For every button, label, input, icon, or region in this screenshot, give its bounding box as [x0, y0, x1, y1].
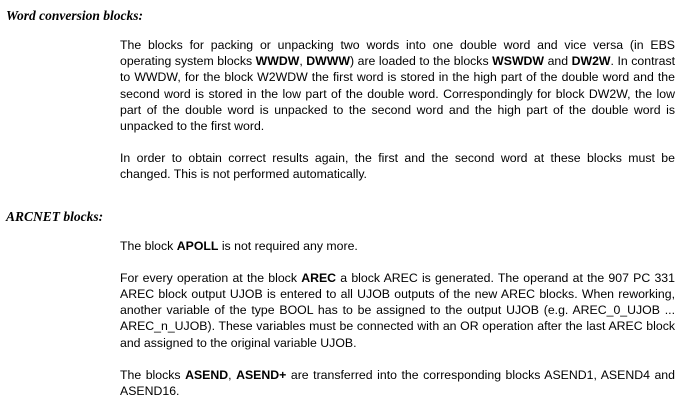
paragraph-word-conv-2 — [120, 150, 675, 182]
paragraph-arcnet-3 — [120, 367, 675, 399]
section-arcnet-blocks — [4, 209, 679, 400]
section-heading-word-conversion: Word conversion blocks: — [6, 8, 143, 23]
spacer — [120, 225, 675, 238]
text-run: The block — [120, 238, 177, 253]
bold-term: ASEND+ — [236, 367, 287, 382]
bold-term: WSWDW — [492, 54, 545, 69]
text-run: a block AREC is generated. The operand at the 907 PC 331 AREC block output UJOB is entered to all UJOB outputs of the new AREC blocks. When reworking, another variable of the type BOOL has to be assigned to the output UJOB (e.g. AREC_0_UJOB ... AREC_n_UJOB). These variables must be connected with an OR operation after the last AREC block and assigned to the original variable UJOB. — [120, 270, 675, 350]
bold-term: DW2W — [571, 54, 611, 69]
text-run: The blocks for packing or unpacking two words into one double word and vice versa (in EBS operating system blocks — [120, 38, 675, 69]
section-gap — [4, 183, 679, 209]
bold-term: APOLL — [176, 238, 219, 253]
spacer — [120, 24, 675, 37]
bold-term: ASEND — [185, 367, 229, 382]
text-run: . In contrast to WWDW, for the block W2WDW the first word is stored in the high part of the double word and the second word is stored in the low part of the double word. Correspondingly for block DW2W, the low part of the double word is unpacked to the second word and the high part of the double word is unpacked to the first word. — [120, 54, 676, 134]
text-run: and — [544, 54, 572, 69]
section-body-arcnet — [120, 225, 675, 400]
text-run: are transferred into the corresponding blocks ASEND1, ASEND4 and ASEND16. — [120, 367, 675, 399]
text-run: is not required any more. — [218, 238, 358, 253]
text-run: The blocks — [120, 367, 186, 382]
text-run: , — [228, 367, 237, 382]
paragraph-arcnet-2 — [120, 270, 675, 351]
section-word-conversion-blocks — [4, 8, 679, 183]
bold-term: DWWW — [306, 54, 350, 69]
text-run: For every operation at the block — [120, 270, 302, 285]
section-heading-arcnet: ARCNET blocks: — [6, 208, 104, 224]
text-run: , — [299, 54, 307, 69]
bold-term: WWDW — [255, 54, 300, 69]
text-run: In order to obtain correct results again, the first and the second word at these blocks must be changed. This is not performed automatically. — [120, 151, 675, 182]
paragraph-arcnet-1 — [120, 238, 675, 254]
bold-term: AREC — [301, 270, 337, 285]
paragraph-word-conv-1 — [120, 37, 675, 134]
section-body-word-conversion — [120, 24, 675, 183]
text-run: ) are loaded to the blocks — [350, 54, 493, 69]
